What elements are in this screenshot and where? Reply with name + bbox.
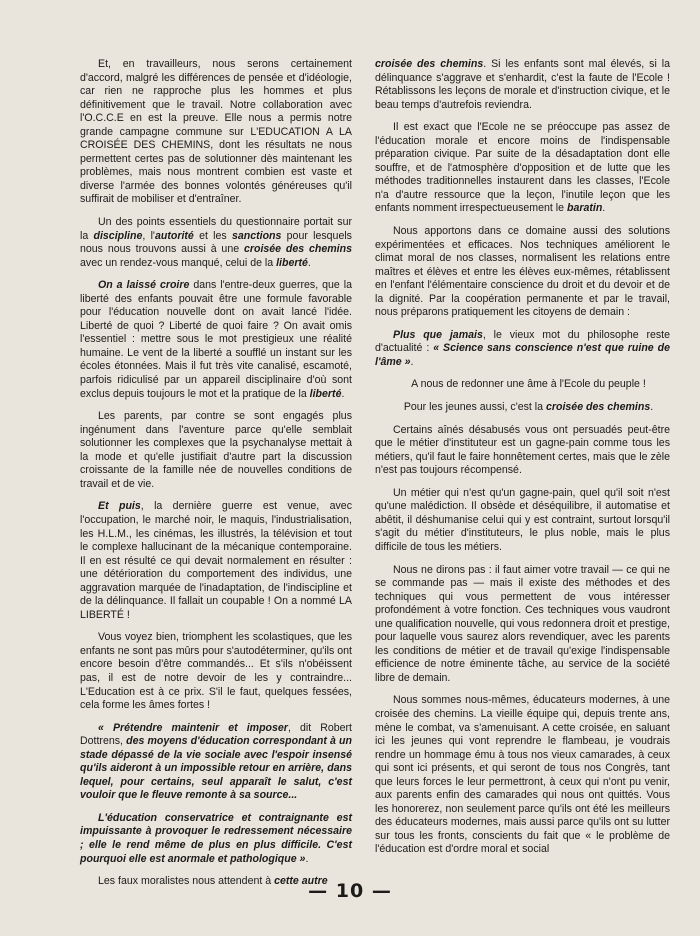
emphasis-text: On a laissé croire	[98, 279, 190, 292]
text-run: Nous apportons dans ce domaine aussi des solutions expérimentées et efficaces. Nos techniques améliorent le climat moral de nos classes, normalisent les relations entre maîtres et élèves et entre les élèves eux-mêmes, rétablissent en l'enfant l'élémentaire conscience du droit et du devoir et de la dignité. Par la coopération permanente et par le travail, nous préparons pratiquement les citoyens de demain :	[375, 225, 670, 319]
emphasis-text: baratin	[566, 202, 603, 215]
emphasis-text: croisée des chemins	[243, 243, 352, 256]
right-column	[375, 58, 670, 866]
paragraph	[375, 329, 670, 370]
emphasis-text: des moyens d'éducation correspondant à un stade dépassé de la vie sociale avec l'espoir insensé qu'ils aideront à un impossible retour en arrière, dans lequel, pour certains, seul apparaît le salut, c'est vouloir que le fleuve remonte à sa source...	[80, 735, 352, 802]
text-run: pour lesquels nous nous trouvons aussi à une	[80, 229, 352, 256]
text-run: , la dernière guerre est venue, avec l'occupation, le marché noir, le maquis, l'industrialisation, les H.L.M., les cinémas, les illustrés, la télévision et tout le complexe hallucinant de la mécanique contemporaine. Il en est résulté ce qui devait normalement en résulter : une détérioration du comportement des individus, une aggravation marquée de l'inadaptation, de l'indiscipline et de la délinquance. Il fallait un coupable ! On a nommé LA LIBERTÉ !	[80, 500, 352, 621]
text-run: A nous de redonner une âme à l'Ecole du peuple !	[411, 378, 646, 391]
paragraph	[375, 401, 670, 415]
text-run: .	[650, 401, 654, 414]
text-run: , dit Robert Dottrens,	[80, 721, 352, 748]
paragraph	[80, 279, 352, 401]
page-number: — 10 —	[308, 880, 392, 902]
text-run: Les parents, par contre se sont engagés plus ingénument dans l'aventure parce qu'elle semblait solutionner les complexes que la psychanalyse mettait à la mode et qu'elle justifiait d'autre part la discussion croissante de la famille née de nouvelles conditions de travail et de vie.	[80, 410, 352, 490]
paragraph	[80, 722, 352, 803]
emphasis-text: sanctions	[231, 229, 282, 242]
paragraph	[375, 487, 670, 555]
text-run: , le vieux mot du philosophe reste d'actualité :	[375, 328, 670, 355]
paragraph	[80, 58, 352, 207]
emphasis-text: « Science sans conscience n'est que ruine de l'âme »	[375, 342, 670, 368]
text-run: Vous voyez bien, triomphent les scolastiques, que les enfants ne sont pas mûrs pour s'autodéterminer, qu'ils ont encore besoin d'être commandés... Et s'ils n'obéissent pas, il est de notre devoir de les y contraindre... L'Education est à ce prix. S'il le faut, quelques fessées, cela forme les âmes fortes !	[80, 631, 352, 712]
text-run: dans l'entre-deux guerres, que la liberté des enfants pouvait être une formule favorable pour l'éducation nouvelle dont on avait lancé l'idée. Liberté de quoi ? Liberté de quoi faire ? On avait omis l'essentiel : mettre sous le mot prestigieux une réalité humaine. Le vent de la liberté a soufflé un instant sur les écoles étonnées. Mais il fut très vite canalisé, escamoté, parfois ridiculisé par un appareil disciplinaire d'où sont exclus depuis toujours le mot et la pratique de la	[80, 279, 352, 400]
paragraph	[80, 410, 352, 491]
text-run: .	[307, 256, 311, 269]
emphasis-text: « Prétendre maintenir et imposer	[98, 721, 288, 734]
text-run: .	[305, 852, 309, 865]
text-run: Un des points essentiels du questionnaire portait sur la	[80, 216, 352, 242]
paragraph	[80, 216, 352, 270]
text-run: .	[341, 387, 345, 400]
paragraph	[375, 58, 670, 112]
paragraph	[80, 812, 352, 866]
paragraph	[375, 564, 670, 686]
text-run: Pour les jeunes aussi, c'est la	[403, 401, 546, 414]
emphasis-text: cette autre	[274, 875, 328, 888]
emphasis-text: discipline	[93, 229, 143, 242]
emphasis-text: autorité	[154, 229, 194, 242]
left-column	[80, 58, 352, 898]
text-run: Certains aînés désabusés vous ont persuadés peut-être que le métier d'instituteur est un gagne-pain comme tous les métiers, qu'il faut le faire honnêtement certes, mais que le zèle n'est pas toujours récompensé.	[375, 423, 670, 477]
paragraph	[375, 694, 670, 857]
emphasis-text: croisée des chemins	[545, 401, 651, 414]
paragraph	[375, 121, 670, 216]
paragraph	[80, 500, 352, 622]
text-run: , l'	[142, 229, 155, 242]
emphasis-text: Plus que jamais	[393, 328, 483, 341]
paragraph	[375, 378, 670, 392]
text-run: .	[602, 202, 606, 215]
emphasis-text: liberté	[276, 256, 308, 269]
text-run: Et, en travailleurs, nous serons certainement d'accord, malgré les différences de pensée et d'idéologie, car rien ne rapproche plus les hommes et plus définitivement que le travail. Notre collaboration avec l'O.C.C.E en est la preuve. Elle nous a permis notre grande campagne commune sur L'EDUCATION A LA CROISÉE DES CHEMINS, dont les résultats ne nous permettent certes pas de solutionner dès maintenant les problèmes, mais nous montrent combien est vaste et diverse l'armée des bonnes volontés généreuses qu'il suffirait de mobiliser et d'entraîner.	[80, 58, 352, 206]
text-run: Nous sommes nous-mêmes, éducateurs modernes, à une croisée des chemins. La vieille équipe qui, depuis trente ans, mène le combat, va s'amenuisant. A cette croisée, en saluant ici les jeunes qui vont reprendre le flambeau, je voudrais rendre un hommage ému à tous nos vieux camarades, à ceux qui sont ici présents, et qui seront de tous nos Congrès, tant que leurs forces le leur permettront, à ceux qui n'ont pu venir, aux parents enfin des camarades qui nous ont quittés. Vous les honorerez, non seulement parce qu'ils ont été les meilleurs des éducateurs modernes, mais aussi parce qu'ils ont su lutter sur tous les fronts, conscients du fait que « le problème de l'éducation est d'ordre moral et social	[375, 694, 670, 856]
paragraph	[375, 424, 670, 478]
emphasis-text: liberté	[309, 387, 342, 400]
text-run: Un métier qui n'est qu'un gagne-pain, quel qu'il soit n'est qu'une malédiction. Il obsède et déséquilibre, il automatise et abêtit, il déshumanise celui qui y est contraint, surtout lorsqu'il s'agit du métier d'instituteurs, le plus noble, mais le plus difficile de tous les métiers.	[375, 486, 670, 553]
text-run: Les faux moralistes nous attendent à	[98, 875, 275, 888]
emphasis-text: L'éducation conservatrice et contraignante est impuissante à provoquer le redressement nécessaire ; elle le rend même de plus en plus difficile. C'est pourquoi elle est anormale et pathologique »	[80, 811, 352, 865]
text-run: Il est exact que l'Ecole ne se préoccupe pas assez de l'éducation morale et encore moins de l'indispensable préparation civique. Par suite de la désadaptation dont elle souffre, et de l'atmosphère d'opposition et de lutte que les méthodes traditionnelles instaurent dans les classes, l'Ecole n'a d'autre ressource que la leçon, l'inutile leçon que les enfants nomment irrespectueusement le	[375, 121, 670, 215]
text-run: .	[410, 355, 414, 368]
paragraph	[375, 225, 670, 320]
text-run: Nous ne dirons pas : il faut aimer votre travail — ce qui ne se commande pas — mais il existe des méthodes et des techniques qui vous permettent de vous intéresser profondément à votre fonction. Ces techniques vous vaudront une qualification nouvelle, qui vous redonnera droit et prestige, pour laquelle vous saurez alors revendiquer, avec les parents les conditions de métier et de travail qu'exige l'indispensable efficience de notre éminente tâche, au service de la société libre de demain.	[375, 563, 670, 684]
text-run: . Si les enfants sont mal élevés, si la délinquance s'aggrave et s'enhardit, c'est la faute de l'Ecole ! Rétablissons les leçons de morale et d'instruction civique, et le beau temps d'autrefois reviendra.	[375, 58, 670, 111]
text-run: et les	[193, 229, 232, 242]
text-run: avec un rendez-vous manqué, celui de la	[80, 256, 277, 269]
paragraph	[80, 631, 352, 712]
emphasis-text: Et puis	[98, 500, 141, 513]
emphasis-text: croisée des chemins	[375, 58, 484, 70]
